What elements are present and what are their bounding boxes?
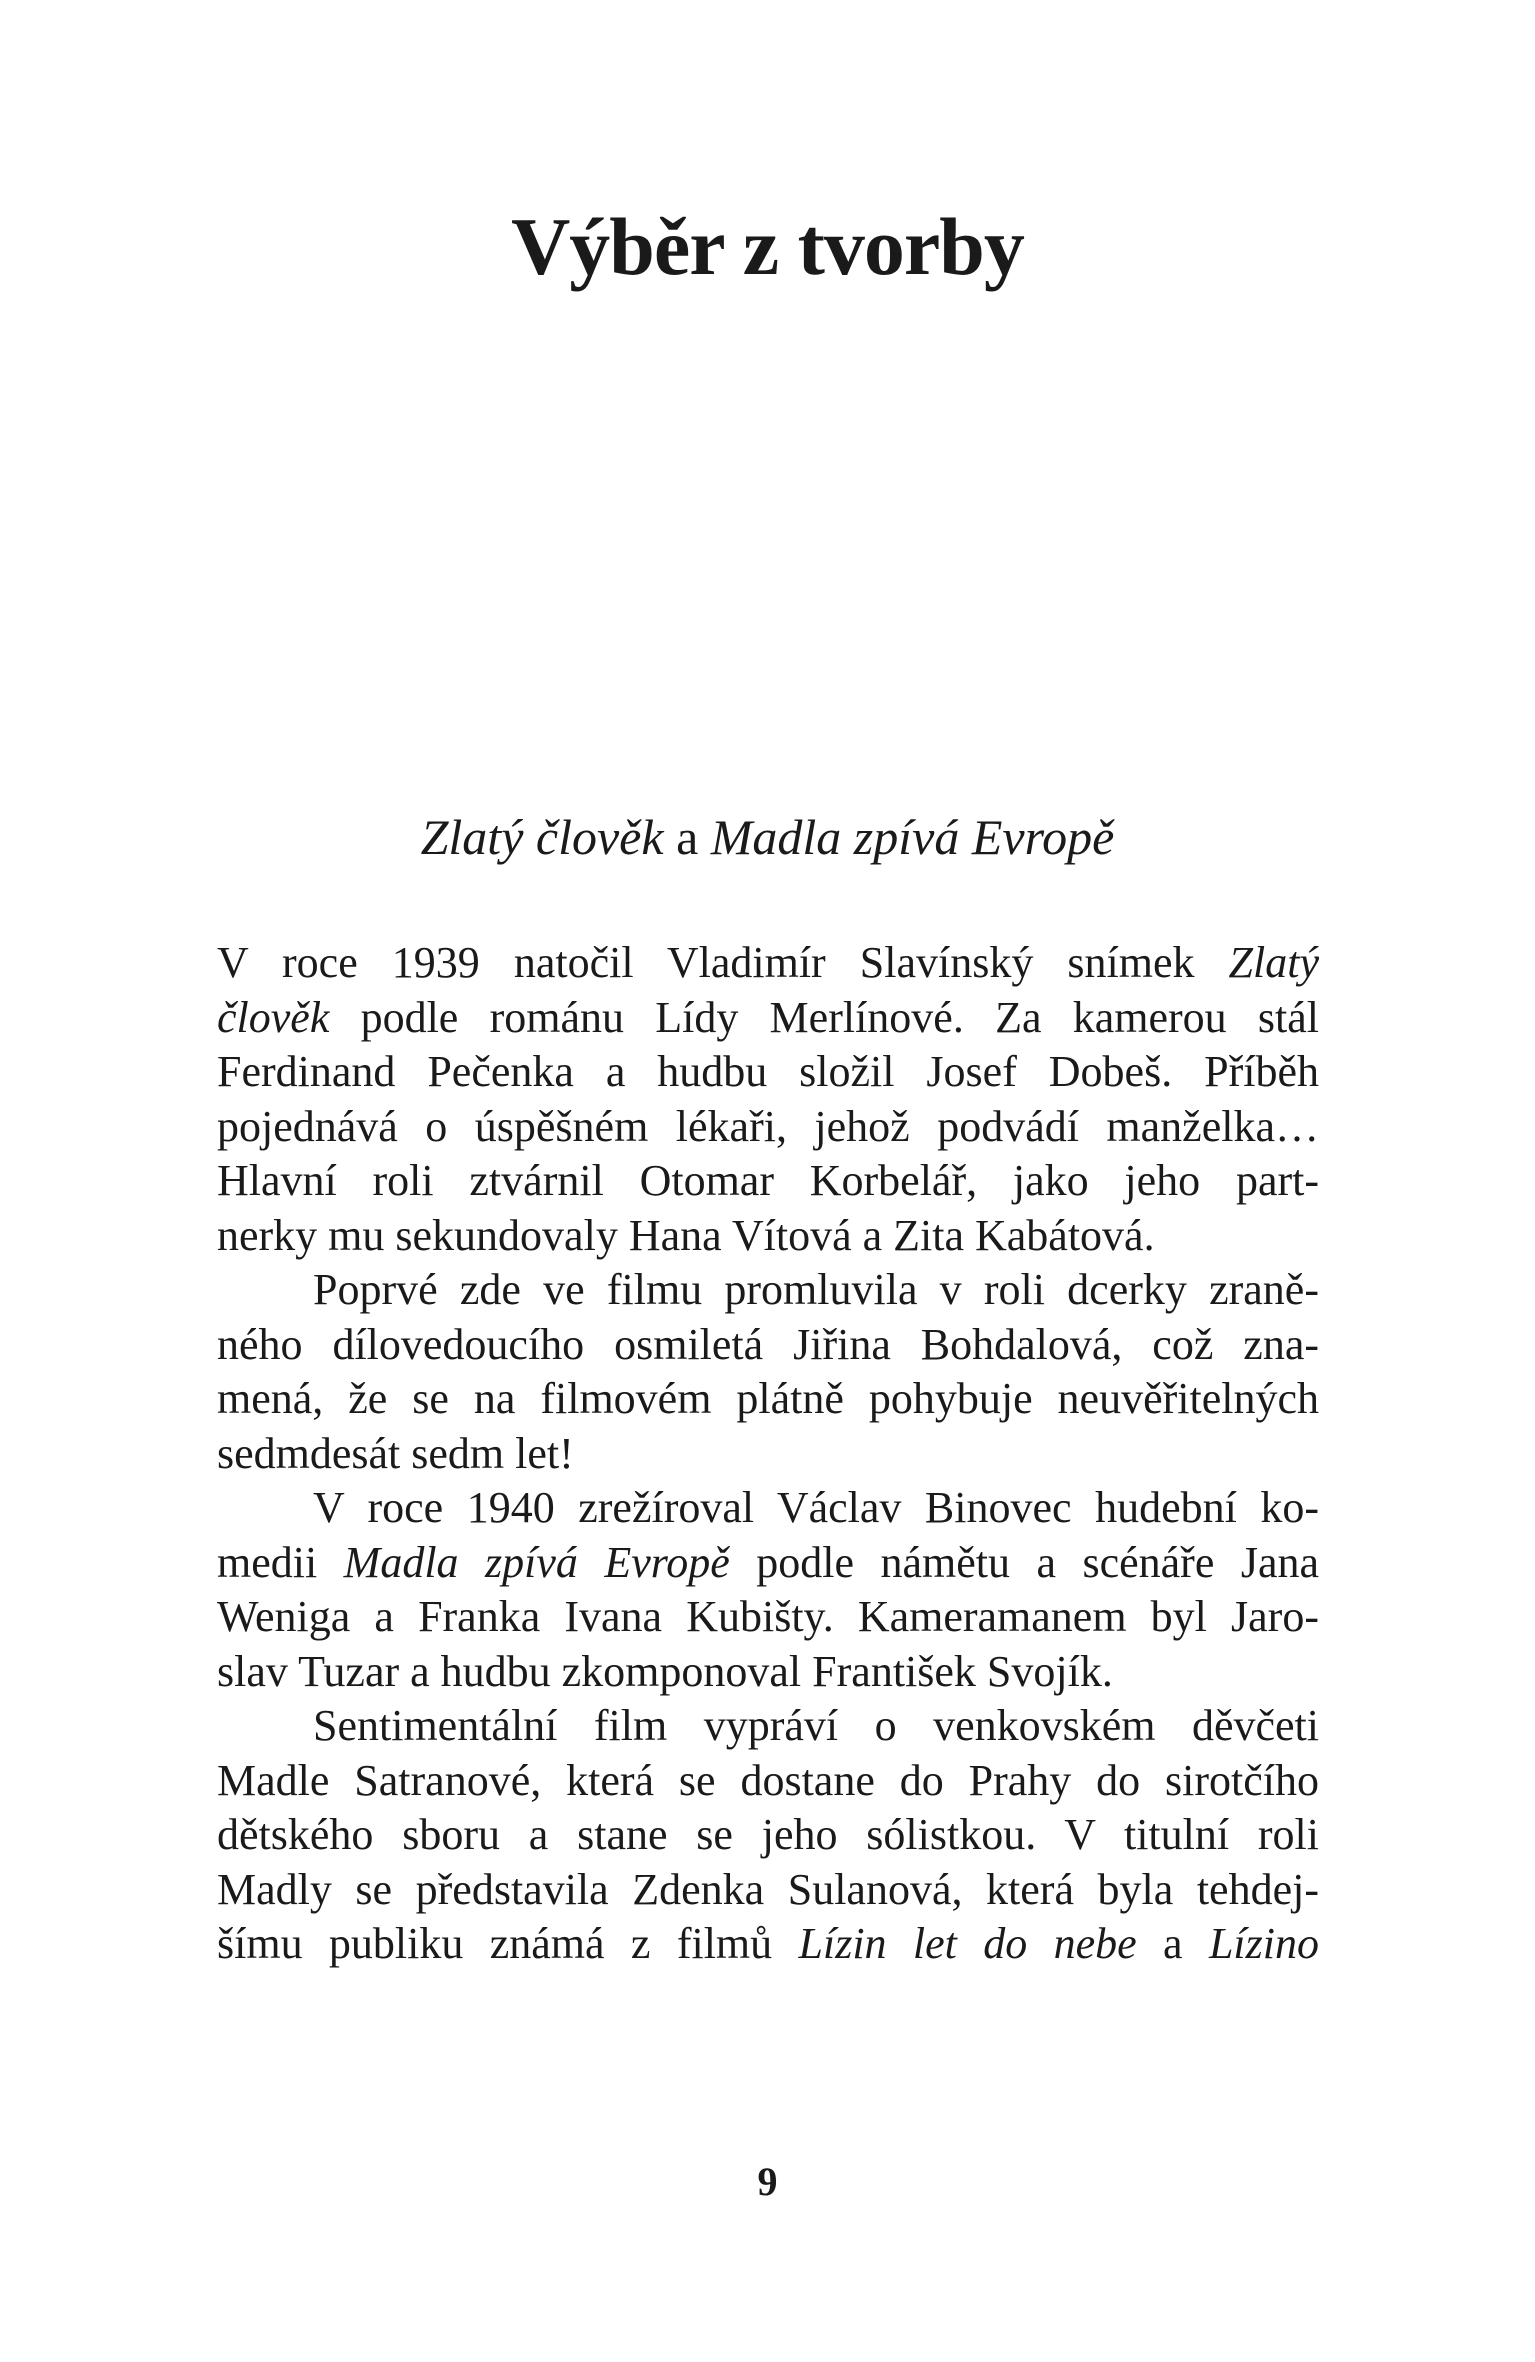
text-run: podle námětu a scénáře Jana	[729, 1537, 1319, 1587]
text-run: a	[1136, 1919, 1209, 1968]
paragraph: V roce 1940 zrežíroval Václav Binovec hudební ko-	[313, 1483, 1319, 1532]
paragraph-line: sedmdesát sedm let!	[217, 1428, 574, 1478]
film-title-madla-zpiva-evrope: Madla zpívá Evropě	[710, 809, 1115, 865]
text-run: medii	[217, 1537, 344, 1587]
paragraph-line: pojednává o úspěšném lékaři, jehož podvádí manželka…	[217, 1101, 1319, 1151]
paragraph: Poprvé zde ve filmu promluvila v roli dcerky zraně-	[313, 1265, 1319, 1314]
body-text	[217, 936, 1319, 1972]
paragraph-line: mená, že se na filmovém plátně pohybuje neuvěřitelných	[217, 1374, 1319, 1423]
paragraph-line: Hlavní roli ztvárnil Otomar Korbelář, jako jeho part-	[217, 1156, 1319, 1205]
heading-connector: a	[663, 809, 711, 865]
text-run: šímu publiku známá z filmů	[217, 1919, 799, 1968]
film-title-zlaty-clovek: Zlatý člověk	[420, 809, 664, 865]
film-title: Zlatý	[1228, 938, 1319, 987]
paragraph-line: Ferdinand Pečenka a hudbu složil Josef Dobeš. Příběh	[217, 1047, 1319, 1096]
paragraph	[217, 936, 1319, 991]
paragraph-line	[217, 1536, 1319, 1591]
film-title: člověk	[217, 992, 330, 1042]
text-run: podle románu Lídy Merlínové. Za kamerou stál	[329, 992, 1319, 1042]
paragraph-line	[217, 1917, 1319, 1972]
page-number: 9	[757, 2159, 778, 2204]
paragraph-line: slav Tuzar a hudbu zkomponoval František Svojík.	[217, 1646, 1113, 1696]
film-title: Madla zpívá Evropě	[343, 1537, 730, 1587]
text-run: V roce 1939 natočil Vladimír Slavínský snímek	[217, 938, 1229, 987]
paragraph-line	[217, 991, 1319, 1046]
paragraph-line: nerky mu sekundovaly Hana Vítová a Zita Kabátová.	[217, 1210, 1155, 1260]
paragraph-line: Weniga a Franka Ivana Kubišty. Kameramanem byl Jaro-	[217, 1592, 1319, 1641]
page-title: Výběr z tvorby	[511, 201, 1024, 292]
film-title: Lízin let do nebe	[798, 1919, 1137, 1968]
paragraph-line: ného dílovedoucího osmiletá Jiřina Bohdalová, což zna-	[217, 1319, 1319, 1369]
section-heading	[0, 808, 1535, 866]
paragraph-line: Madly se představila Zdenka Sulanová, která byla tehdej-	[217, 1864, 1319, 1914]
paragraph: Sentimentální film vypráví o venkovském děvčeti	[313, 1701, 1319, 1750]
paragraph-line: Madle Satranové, která se dostane do Prahy do sirotčího	[217, 1755, 1319, 1805]
film-title: Lízino	[1208, 1919, 1319, 1968]
paragraph-line: dětského sboru a stane se jeho sólistkou. V titulní roli	[217, 1810, 1319, 1859]
